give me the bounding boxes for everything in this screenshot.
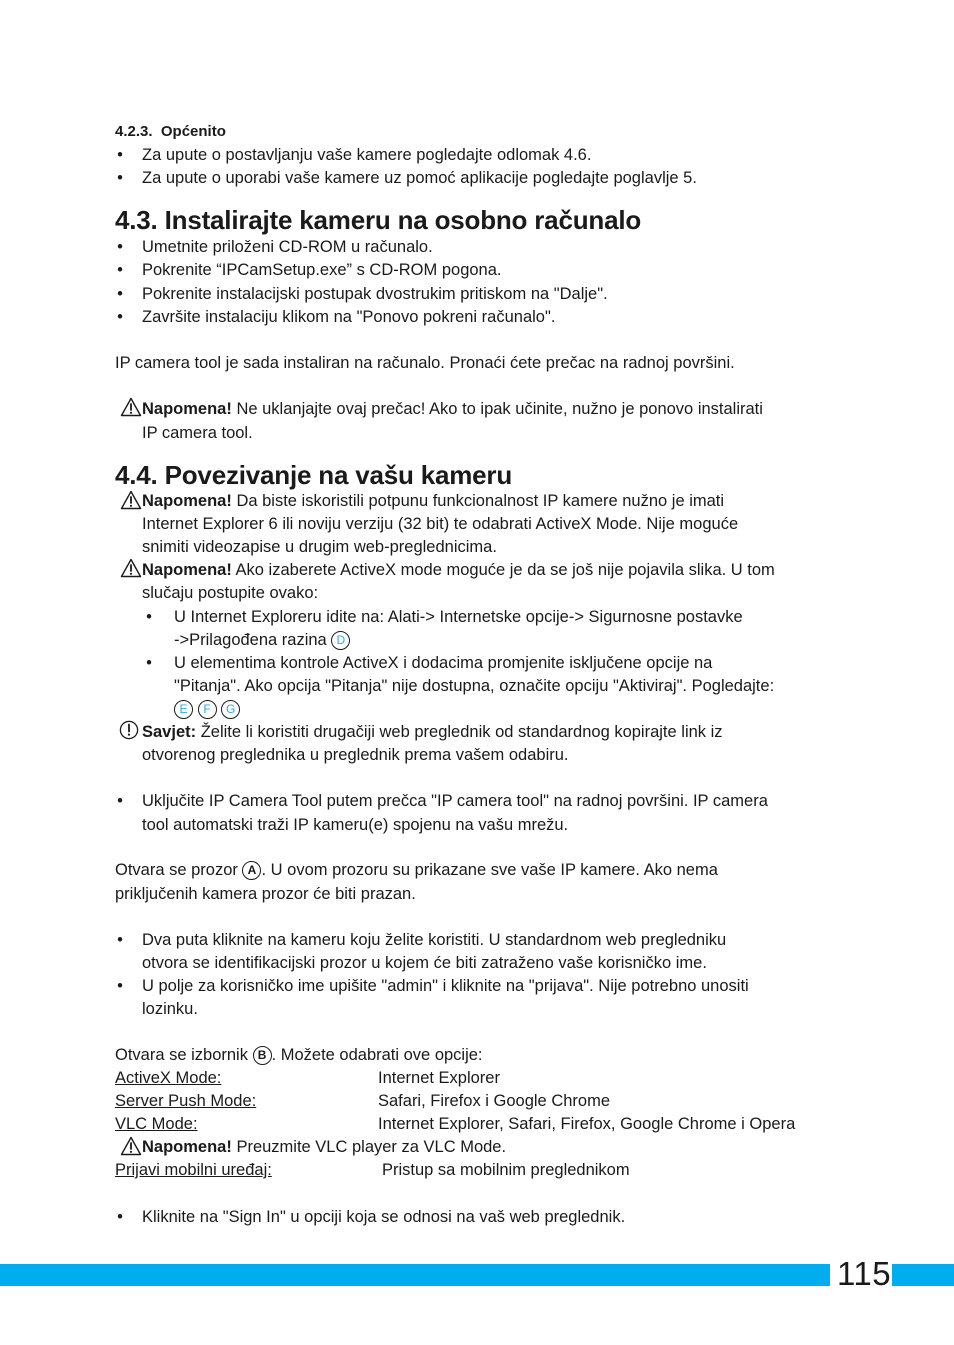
figure-marker-e: E [174, 700, 193, 719]
list-item [174, 629, 350, 652]
bullet-marker: • [117, 285, 123, 303]
list-item: Umetnite priloženi CD-ROM u računalo. [142, 238, 433, 256]
note-text: Ne uklanjajte ovaj prečac! Ako to ipak učinite, nužno je ponovo instalirati [231, 400, 763, 418]
bullet-marker: • [146, 654, 152, 672]
note-line [142, 559, 775, 582]
figure-markers [174, 698, 240, 721]
note-label: Napomena! [142, 561, 232, 579]
subsection-title: Općenito [160, 123, 226, 140]
bullet-marker: • [117, 146, 123, 164]
bullet-marker: • [117, 977, 123, 995]
list-item-text: ->Prilagođena razina [174, 631, 332, 649]
bullet-marker: • [117, 792, 123, 810]
mode-label: Server Push Mode: [115, 1092, 257, 1110]
bullet-marker: • [117, 261, 123, 279]
list-item: "Pitanja". Ako opcija "Pitanja" nije dostupna, označite opciju "Aktiviraj". Pogledajte: [174, 677, 775, 695]
tip-text: Želite li koristiti drugačiji web preglednik od standardnog kopirajte link iz [196, 723, 723, 741]
list-item: Uključite IP Camera Tool putem prečca "IP camera tool" na radnoj površini. IP camera [142, 792, 768, 810]
bullet-marker: • [146, 608, 152, 626]
list-item: Pokrenite instalacijski postupak dvostrukim pritiskom na "Dalje". [142, 285, 608, 303]
paragraph [115, 859, 718, 882]
warning-icon [120, 490, 142, 510]
figure-marker-d: D [331, 631, 350, 650]
list-item: Za upute o uporabi vaše kamere uz pomoć aplikacije pogledajte poglavlje 5. [142, 169, 697, 187]
bullet-marker: • [117, 238, 123, 256]
page-number: 115 [837, 1255, 892, 1292]
subsection-number: 4.2.3. [115, 123, 153, 140]
paragraph: IP camera tool je sada instaliran na računalo. Pronaći ćete prečac na radnoj površini. [115, 354, 735, 372]
mode-label: VLC Mode: [115, 1115, 198, 1133]
section-heading-4-4 [115, 459, 512, 491]
list-item: Pokrenite “IPCamSetup.exe” s CD-ROM pogona. [142, 261, 502, 279]
note-line: Internet Explorer 6 ili noviju verziju (32 bit) te odabrati ActiveX Mode. Nije moguće [142, 515, 739, 533]
section-title: Povezivanje na vašu kameru [164, 460, 513, 490]
note-line: snimiti videozapise u drugim web-preglednicima. [142, 538, 497, 556]
note-line [142, 398, 763, 421]
section-title: Instalirajte kameru na osobno računalo [164, 205, 642, 235]
list-item: U Internet Exploreru idite na: Alati-> Internetske opcije-> Sigurnosne postavke [174, 608, 743, 626]
paragraph [115, 1044, 483, 1067]
section-number: 4.4. [115, 460, 158, 490]
mode-label: ActiveX Mode: [115, 1069, 222, 1087]
mode-value: Internet Explorer [378, 1069, 500, 1087]
paragraph-text: Otvara se prozor [115, 861, 243, 879]
bullet-marker: • [117, 1208, 123, 1226]
note-label: Napomena! [142, 492, 232, 510]
footer-bar [0, 1264, 954, 1286]
list-item: otvora se identifikacijski prozor u kojem će biti zatraženo vaše korisničko ime. [142, 954, 707, 972]
note-label: Napomena! [142, 400, 232, 418]
figure-marker-f: F [198, 700, 217, 719]
paragraph-text: . U ovom prozoru su prikazane sve vaše IP kamere. Ako nema [261, 861, 718, 879]
mode-value: Safari, Firefox i Google Chrome [378, 1092, 611, 1110]
list-item: Dva puta kliknite na kameru koju želite koristiti. U standardnom web pregledniku [142, 931, 727, 949]
note-text: Ako izaberete ActiveX mode moguće je da se još nije pojavila slika. U tom [231, 561, 775, 579]
note-line: slučaju postupite ovako: [142, 584, 319, 602]
figure-marker-b: B [253, 1046, 272, 1065]
note-line [142, 490, 724, 513]
bullet-marker: • [117, 308, 123, 326]
list-item: tool automatski traži IP kameru(e) spojenu na vašu mrežu. [142, 816, 569, 834]
list-item: U elementima kontrole ActiveX i dodacima promjenite isključene opcije na [174, 654, 713, 672]
mode-value: Pristup sa mobilnim preglednikom [382, 1161, 630, 1179]
figure-marker-a: A [242, 861, 261, 880]
tip-line [142, 721, 723, 744]
tip-label: Savjet: [142, 723, 197, 741]
figure-marker-g: G [221, 700, 240, 719]
note-text: Da biste iskoristili potpunu funkcionalnost IP kamere nužno je imati [231, 492, 725, 510]
note-label: Napomena! [142, 1138, 232, 1156]
tip-icon [119, 720, 139, 740]
list-item: Završite instalaciju klikom na "Ponovo pokreni računalo". [142, 308, 556, 326]
note-line: IP camera tool. [142, 424, 253, 442]
section-number: 4.3. [115, 205, 158, 235]
paragraph: priključenih kamera prozor će biti prazan. [115, 885, 416, 903]
section-heading-4-3 [115, 204, 641, 236]
warning-icon [120, 558, 142, 578]
note-line [142, 1136, 506, 1159]
warning-icon [120, 1136, 142, 1156]
tip-line: otvorenog preglednika u preglednik prema vašem odabiru. [142, 746, 569, 764]
subsection-heading-4-2-3 [115, 122, 226, 142]
bullet-marker: • [117, 169, 123, 187]
note-text: Preuzmite VLC player za VLC Mode. [231, 1138, 507, 1156]
paragraph-text: Otvara se izbornik [115, 1046, 253, 1064]
list-item: Kliknite na "Sign In" u opciji koja se odnosi na vaš web preglednik. [142, 1208, 626, 1226]
mode-value: Internet Explorer, Safari, Firefox, Google Chrome i Opera [378, 1115, 796, 1133]
list-item: U polje za korisničko ime upišite "admin" i kliknite na "prijava". Nije potrebno unositi [142, 977, 749, 995]
warning-icon [120, 397, 142, 417]
paragraph-text: . Možete odabrati ove opcije: [271, 1046, 483, 1064]
list-item: Za upute o postavljanju vaše kamere pogledajte odlomak 4.6. [142, 146, 592, 164]
bullet-marker: • [117, 931, 123, 949]
list-item: lozinku. [142, 1000, 198, 1018]
mode-label: Prijavi mobilni uređaj: [115, 1161, 272, 1179]
